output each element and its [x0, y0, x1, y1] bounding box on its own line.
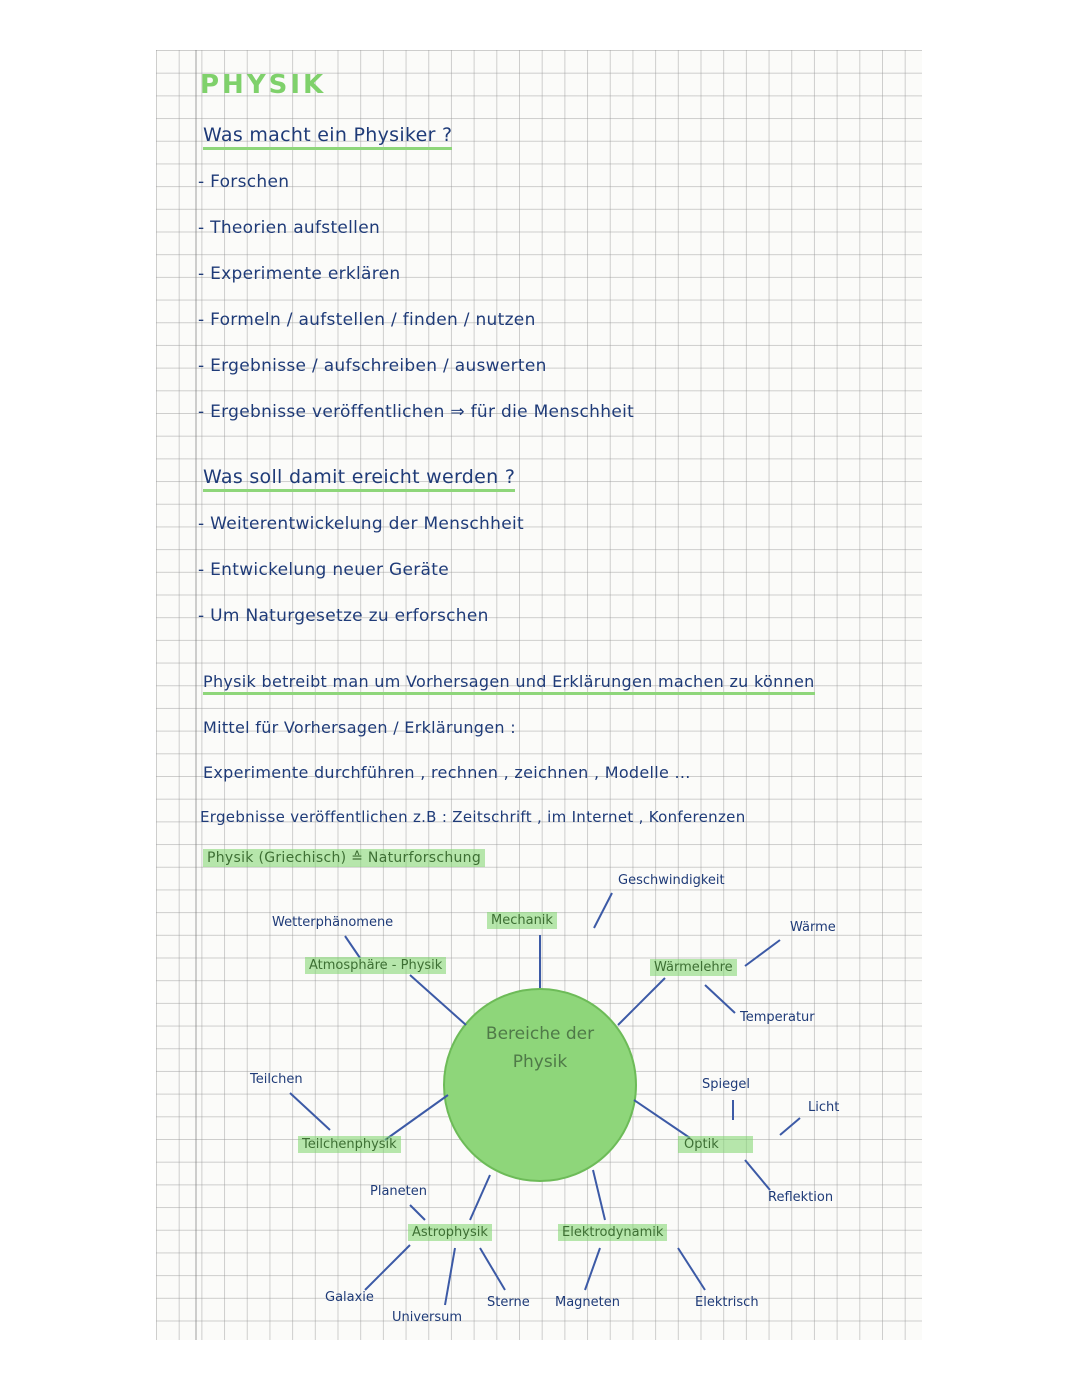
- list-item: - Um Naturgesetze zu erforschen: [198, 606, 489, 626]
- list-item: - Entwickelung neuer Geräte: [198, 560, 449, 580]
- node-spiegel: Spiegel: [702, 1077, 750, 1092]
- list-item: - Forschen: [198, 172, 290, 192]
- page-title: PHYSIK: [200, 70, 327, 100]
- list-item: - Weiterentwickelung der Menschheit: [198, 514, 524, 534]
- node-geschwindigkeit: Geschwindigkeit: [618, 873, 725, 888]
- node-sterne: Sterne: [487, 1295, 530, 1310]
- node-licht: Licht: [808, 1100, 840, 1115]
- statement: Physik betreibt man um Vorhersagen und Erklärungen machen zu können: [203, 672, 815, 695]
- node-reflektion: Reflektion: [768, 1190, 834, 1205]
- node-temperatur: Temperatur: [740, 1010, 815, 1025]
- list-item: - Theorien aufstellen: [198, 218, 381, 238]
- question-1: Was macht ein Physiker ?: [203, 124, 452, 150]
- node-waermelehre: Wärmelehre: [650, 960, 737, 975]
- node-astrophysik: Astrophysik: [408, 1225, 492, 1240]
- node-planeten: Planeten: [370, 1184, 427, 1199]
- mindmap-center-circle: [444, 989, 636, 1181]
- question-2: Was soll damit ereicht werden ?: [203, 466, 515, 492]
- node-optik: Optik: [678, 1137, 753, 1152]
- node-magneten: Magneten: [555, 1295, 621, 1310]
- node-universum: Universum: [392, 1310, 463, 1325]
- list-item: - Ergebnisse veröffentlichen ⇒ für die Menschheit: [198, 402, 635, 422]
- node-elektrisch: Elektrisch: [695, 1295, 759, 1310]
- mindmap-center-label: Bereiche der Physik: [485, 1024, 595, 1072]
- publish-line: Ergebnisse veröffentlichen z.B : Zeitschrift , im Internet , Konferenzen: [200, 808, 746, 826]
- list-item: - Experimente erklären: [198, 264, 401, 284]
- node-teilchen: Teilchen: [250, 1072, 303, 1087]
- node-wetterphaenomene: Wetterphänomene: [272, 915, 394, 930]
- node-teilchenphysik: Teilchenphysik: [298, 1137, 401, 1152]
- node-mechanik: Mechanik: [487, 913, 557, 928]
- list-item: - Formeln / aufstellen / finden / nutzen: [198, 310, 536, 330]
- node-waerme: Wärme: [790, 920, 836, 935]
- means-label: Mittel für Vorhersagen / Erklärungen :: [203, 718, 516, 737]
- means-line: Experimente durchführen , rechnen , zeichnen , Modelle ...: [203, 763, 691, 782]
- node-atmosphaere: Atmosphäre - Physik: [305, 958, 446, 973]
- node-galaxie: Galaxie: [325, 1290, 374, 1305]
- node-elektrodynamik: Elektrodynamik: [558, 1225, 667, 1240]
- list-item: - Ergebnisse / aufschreiben / auswerten: [198, 356, 547, 376]
- greek-definition: Physik (Griechisch) ≙ Naturforschung: [203, 850, 485, 866]
